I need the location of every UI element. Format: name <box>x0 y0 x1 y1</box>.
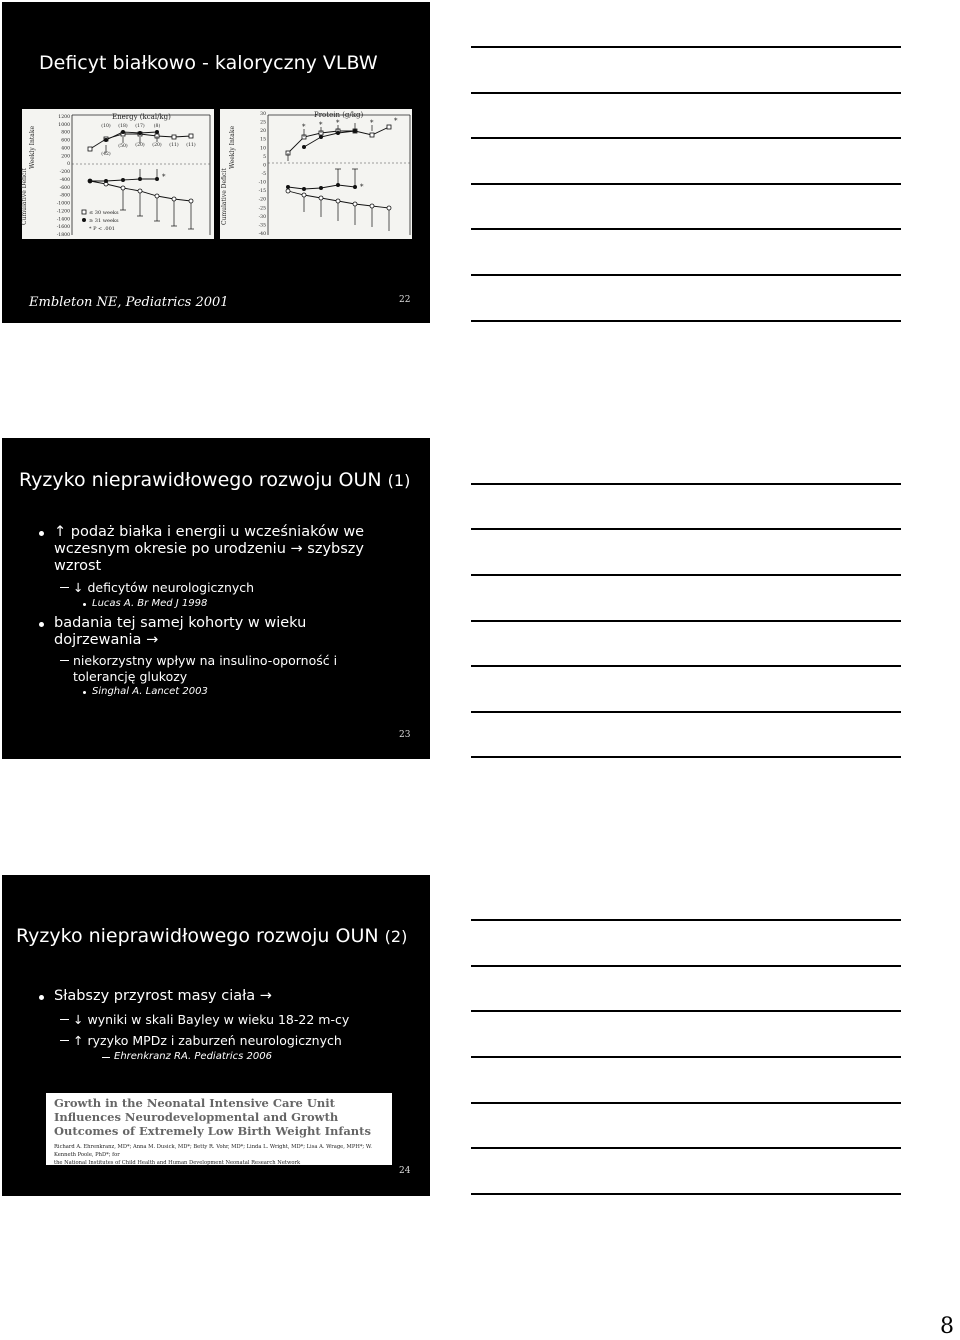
slide-title-main: Ryzyko nieprawidłowego rozwoju OUN <box>16 925 379 947</box>
energy-y-tick: 1200 <box>58 115 70 120</box>
arrow-down-icon: ↓ <box>73 580 84 595</box>
energy-n-label: (11) <box>169 143 179 148</box>
sub-bullet-text: ↓ wyniki w skali Bayley w wieku 18-22 m-cy <box>73 1012 350 1027</box>
energy-y-tick: -800 <box>59 193 70 199</box>
bullet-text: ↑ podaż białka i energii u wcześniaków we <box>54 524 365 540</box>
energy-ylabel-left: Cumulative Deficit <box>21 168 28 225</box>
paper-title: Growth in the Neonatal Intensive Care Unit Influences Neurodevelopmental and Growth Outcomes of Extremely Low Birth Weight Infants <box>54 1096 371 1138</box>
slide-title <box>19 469 410 491</box>
protein-y-tick: 30 <box>260 112 266 117</box>
arrow-down-icon: ↓ <box>73 1012 84 1027</box>
protein-y-tick: 25 <box>260 120 266 126</box>
energy-y-tick: -1200 <box>56 209 70 215</box>
slide-title: Deficyt białkowo - kaloryczny VLBW <box>39 52 378 74</box>
protein-y-tick: 0 <box>263 163 266 169</box>
paper-authors: Richard A. Ehrenkranz, MD*; Anna M. Dusick, MD*; Betty R. Vohr, MD*; Linda L. Wright, MD*; Lisa A. Wrage, MPH*; W. Kenneth Poole, PhD*; for the National Institutes of Child Health and Human Development Neonatal Research Network <box>54 1144 372 1166</box>
energy-legend-item: ≤ 30 weeks <box>89 210 119 216</box>
energy-y-tick: -1000 <box>56 201 70 207</box>
protein-y-tick: 5 <box>263 154 266 160</box>
protein-y-tick: 10 <box>260 146 266 152</box>
energy-deficit-figure <box>22 109 214 239</box>
svg-text:*: * <box>370 119 374 127</box>
energy-n-labels-top <box>101 122 160 129</box>
energy-y-tick: 0 <box>67 162 70 168</box>
protein-y-tick: -10 <box>258 180 266 186</box>
reference-dot <box>83 603 86 606</box>
energy-y-tick: -1800 <box>56 233 70 238</box>
svg-text:*: * <box>162 173 166 181</box>
slide-24 <box>2 875 430 1196</box>
protein-ylabel-left: Cumulative Deficit <box>221 168 228 225</box>
arrow-right-icon: → <box>290 541 303 557</box>
sub-bullet-dash <box>60 1019 69 1020</box>
sub-bullet-text: tolerancję glukozy <box>73 669 188 684</box>
protein-deficit-figure <box>220 109 412 239</box>
reference: Ehrenkranz RA. Pediatrics 2006 <box>114 1051 272 1062</box>
sub-bullet-dash <box>60 1040 69 1041</box>
arrow-right-icon: → <box>146 632 159 648</box>
energy-y-tick: 1000 <box>58 122 70 128</box>
energy-n-label: (42) <box>101 152 111 157</box>
reference: Lucas A. Br Med J 1998 <box>92 598 208 609</box>
slide-title-number: (1) <box>387 471 411 490</box>
energy-y-tick: -200 <box>59 170 70 176</box>
energy-y-tick: -1600 <box>56 225 70 231</box>
slide-title-main: Ryzyko nieprawidłowego rozwoju OUN <box>19 469 382 491</box>
sub-bullet-text: ↑ ryzyko MPDz i zaburzeń neurologicznych <box>73 1033 342 1048</box>
energy-n-label: (11) <box>186 143 196 148</box>
energy-y-tick: -1400 <box>56 217 70 223</box>
bullet-text: dojrzewania → <box>54 632 159 648</box>
bullet-text: Słabszy przyrost masy ciała → <box>54 988 272 1004</box>
arrow-up-icon: ↑ <box>73 1033 84 1048</box>
energy-legend-item: ≥ 31 weeks <box>89 218 119 224</box>
bullet-text: wzrost <box>54 558 102 574</box>
protein-y-tick: 20 <box>260 129 266 135</box>
energy-y-tick: 600 <box>61 138 70 144</box>
protein-y-tick: 15 <box>260 137 266 143</box>
reference: Singhal A. Lancet 2003 <box>92 686 208 697</box>
svg-text:*: * <box>394 117 398 125</box>
energy-n-label: (8) <box>153 124 161 129</box>
protein-y-tick: -20 <box>258 197 266 203</box>
svg-text:*: * <box>319 121 323 129</box>
bullet-dot <box>39 531 44 536</box>
reference-dash <box>102 1057 110 1058</box>
energy-y-tick: -400 <box>59 177 70 183</box>
bullet-text: badania tej samej kohorty w wieku <box>54 615 307 631</box>
svg-text:*: * <box>360 183 364 191</box>
page-number: 8 <box>940 1314 954 1339</box>
energy-y-tick: 400 <box>61 146 70 152</box>
sub-bullet-dash <box>60 660 69 661</box>
slide-23 <box>2 438 430 759</box>
svg-text:*: * <box>336 119 340 127</box>
protein-ylabel-right: Weekly Intake <box>229 125 236 169</box>
slide-22 <box>2 2 430 323</box>
bullet-dot <box>39 995 44 1000</box>
protein-y-tick: -40 <box>258 232 266 237</box>
arrow-up-icon: ↑ <box>54 524 67 540</box>
protein-y-tick: -15 <box>258 189 266 195</box>
protein-y-tick: -25 <box>258 206 266 212</box>
energy-n-label: (20) <box>135 143 145 148</box>
energy-ylabel-right: Weekly Intake <box>29 125 36 169</box>
slide-number: 22 <box>399 295 411 305</box>
arrow-right-icon: → <box>259 988 272 1004</box>
paper-header-image <box>46 1093 392 1165</box>
protein-chart-title: Protein (g/kg) <box>314 111 364 119</box>
protein-y-tick: -35 <box>258 223 266 229</box>
energy-n-label: (18) <box>118 124 128 129</box>
slide-title <box>16 925 407 947</box>
protein-y-tick-labels <box>259 111 266 237</box>
energy-legend-item: * P < .001 <box>89 226 115 232</box>
sub-bullet-dash <box>60 587 69 588</box>
energy-n-label: (50) <box>118 144 128 149</box>
energy-y-tick: 200 <box>61 154 70 160</box>
bullet-text: wczesnym okresie po urodzeniu → szybszy <box>54 541 364 557</box>
citation: Embleton NE, Pediatrics 2001 <box>29 295 229 310</box>
slide-number: 23 <box>399 730 411 740</box>
energy-n-label: (17) <box>135 124 145 129</box>
energy-n-label: (10) <box>101 124 111 129</box>
energy-y-tick: -600 <box>59 185 70 191</box>
energy-n-labels-mid <box>101 141 196 157</box>
protein-y-tick: -30 <box>258 214 266 220</box>
sub-bullet-text: ↓ deficytów neurologicznych <box>73 580 255 595</box>
energy-y-tick: 800 <box>61 130 70 136</box>
energy-y-tick-labels <box>57 114 70 238</box>
slide-title-number: (2) <box>384 927 408 946</box>
sub-bullet-text: niekorzystny wpływ na insulino-oporność i <box>73 653 338 668</box>
energy-chart-title: Energy (kcal/kg) <box>112 113 171 121</box>
reference-dot <box>83 691 86 694</box>
slide-number: 24 <box>399 1166 411 1176</box>
energy-n-label: (20) <box>152 143 162 148</box>
protein-y-tick: -5 <box>261 172 266 177</box>
svg-text:*: * <box>302 123 306 131</box>
bullet-dot <box>39 622 44 627</box>
